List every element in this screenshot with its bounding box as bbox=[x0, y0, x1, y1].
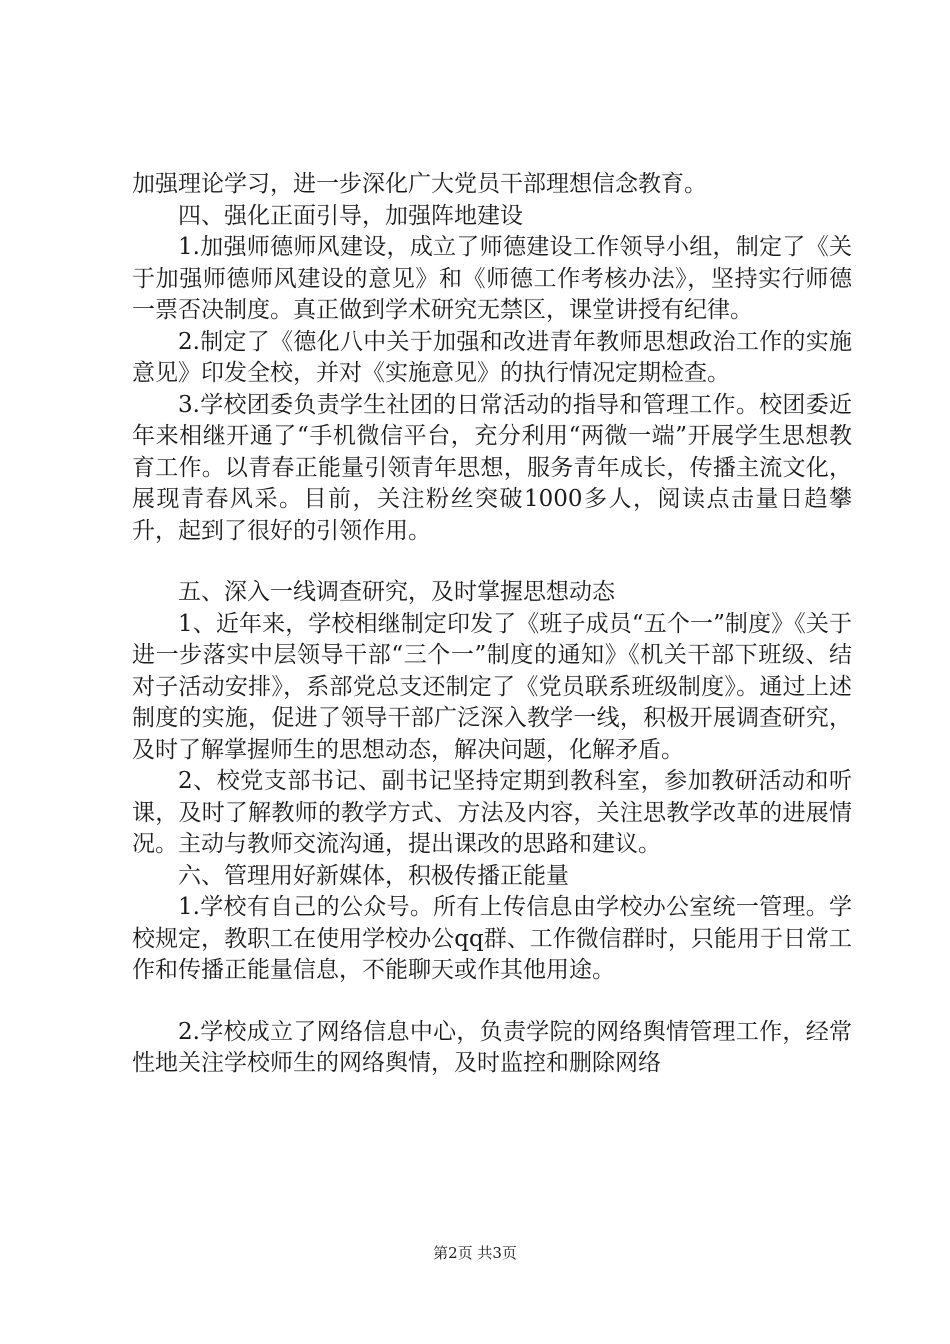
paragraph-6-1: 1.学校有自己的公众号。所有上传信息由学校办公室统一管理。学校规定，教职工在使用学校办公qq群、工作微信群时，只能用于日常工作和传播正能量信息，不能聊天或作其他用途。 bbox=[132, 894, 852, 983]
paragraph-4-2: 2.制定了《德化八中关于加强和改进青年教师思想政治工作的实施意见》印发全校，并对《实施意见》的执行情况定期检查。 bbox=[132, 328, 852, 386]
paragraph-4-1: 1.加强师德师风建设，成立了师德建设工作领导小组，制定了《关于加强师德师风建设的意见》和《师德工作考核办法》，坚持实行师德一票否决制度。真正做到学术研究无禁区，课堂讲授有纪律。 bbox=[132, 234, 852, 323]
section-heading-4: 四、强化正面引导，加强阵地建设 bbox=[178, 202, 523, 229]
paragraph-continuation: 加强理论学习，进一步深化广大党员干部理想信念教育。 bbox=[132, 171, 707, 197]
paragraph-4-3: 3.学校团委负责学生社团的日常活动的指导和管理工作。校团委近年来相继开通了“手机微信平台，充分利用“两微一端”开展学生思想教育工作。以青春正能量引领青年思想，服务青年成长，传播主流文化，展现青春风采。目前，关注粉丝突破1000多人，阅读点击量日趋攀升，起到了很好的引领作用。 bbox=[132, 391, 852, 544]
paragraph-5-1: 1、近年来，学校相继制定印发了《班子成员“五个一”制度》《关于进一步落实中层领导干部“三个一”制度的通知》《机关干部下班级、结对子活动安排》，系部党总支还制定了《党员联系班级制度》。通过上述制度的实施，促进了领导干部广泛深入教学一线，积极开展调查研究，及时了解掌握师生的思想动态，解决问题，化解矛盾。 bbox=[132, 610, 852, 763]
paragraph-6-2: 2.学校成立了网络信息中心，负责学院的网络舆情管理工作，经常性地关注学校师生的网络舆情，及时监控和删除网络 bbox=[132, 1018, 852, 1076]
section-heading-6: 六、管理用好新媒体，积极传播正能量 bbox=[178, 862, 569, 889]
document-body bbox=[132, 169, 852, 1080]
page-footer: 第2页 共3页 bbox=[433, 1244, 517, 1262]
paragraph-5-2: 2、校党支部书记、副书记坚持定期到教科室，参加教研活动和听课，及时了解教师的教学方式、方法及内容，关注思教学改革的进展情况。主动与教师交流沟通，提出课改的思路和建议。 bbox=[132, 768, 852, 857]
section-heading-5: 五、深入一线调查研究，及时掌握思想动态 bbox=[178, 579, 615, 605]
